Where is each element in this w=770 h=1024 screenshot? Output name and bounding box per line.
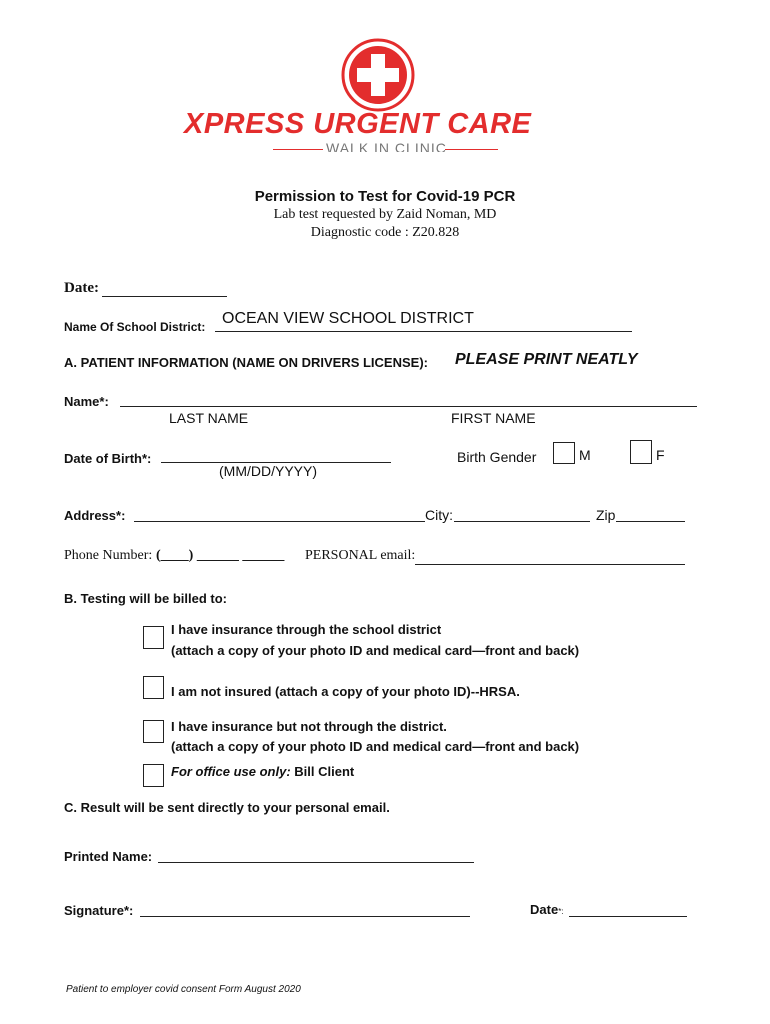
gender-m-label: M bbox=[579, 447, 591, 463]
bill-client-text: Bill Client bbox=[290, 764, 355, 779]
billing-option-1-line2: (attach a copy of your photo ID and medical card—front and back) bbox=[171, 643, 580, 658]
form-footer: Patient to employer covid consent Form August 2020 bbox=[66, 984, 301, 995]
email-field[interactable] bbox=[415, 564, 685, 565]
address-label: Address*: bbox=[64, 508, 126, 523]
school-district-label: Name Of School District: bbox=[64, 320, 206, 334]
date-word: Date bbox=[530, 902, 559, 917]
zip-label: Zip bbox=[596, 507, 616, 523]
birth-gender-label: Birth Gender bbox=[457, 449, 537, 465]
zip-field[interactable] bbox=[616, 521, 685, 522]
printed-name-field[interactable] bbox=[158, 862, 474, 863]
billing-school-insurance-checkbox[interactable] bbox=[143, 626, 164, 649]
email-label: PERSONAL email: bbox=[305, 548, 416, 563]
billing-option-4 bbox=[171, 764, 354, 779]
first-name-caption: FIRST NAME bbox=[451, 410, 536, 426]
section-b-heading: B. Testing will be billed to: bbox=[64, 591, 227, 606]
section-a-heading: A. PATIENT INFORMATION (NAME ON DRIVERS LICENSE): bbox=[64, 355, 428, 370]
billing-office-use-checkbox[interactable] bbox=[143, 764, 164, 787]
signature-field[interactable] bbox=[140, 916, 470, 917]
tagline-rule-left bbox=[273, 149, 323, 150]
gender-f-checkbox[interactable] bbox=[630, 440, 652, 464]
billing-option-1-line1: I have insurance through the school district bbox=[171, 622, 442, 637]
date-star: *: bbox=[558, 907, 564, 916]
billing-option-3-line1: I have insurance but not through the district. bbox=[171, 719, 447, 734]
phone-field[interactable]: (____) ______ ______ bbox=[156, 548, 285, 563]
name-label: Name*: bbox=[64, 394, 109, 409]
city-field[interactable] bbox=[454, 521, 590, 522]
date-label: Date: bbox=[64, 280, 99, 296]
signature-date-field[interactable] bbox=[569, 916, 687, 917]
phone-label: Phone Number: bbox=[64, 548, 153, 563]
name-field[interactable] bbox=[120, 406, 697, 407]
billing-option-2-line1: I am not insured (attach a copy of your photo ID)--HRSA. bbox=[171, 684, 520, 699]
dob-label: Date of Birth*: bbox=[64, 451, 152, 466]
office-use-italic: For office use only: bbox=[171, 764, 291, 779]
billing-other-insurance-checkbox[interactable] bbox=[143, 720, 164, 743]
medical-cross-icon bbox=[340, 37, 416, 113]
billing-option-3-line2: (attach a copy of your photo ID and medical card—front and back) bbox=[171, 739, 580, 754]
school-district-field[interactable] bbox=[215, 331, 632, 332]
billing-uninsured-checkbox[interactable] bbox=[143, 676, 164, 699]
gender-m-checkbox[interactable] bbox=[553, 442, 575, 464]
printed-name-label: Printed Name: bbox=[64, 849, 153, 864]
address-field[interactable] bbox=[134, 521, 425, 522]
page-title: Permission to Test for Covid-19 PCR bbox=[254, 188, 516, 205]
signature-label: Signature*: bbox=[64, 903, 134, 918]
brand-tagline: WALK IN CLINIC bbox=[326, 140, 447, 152]
dob-format-hint: (MM/DD/YYYY) bbox=[219, 463, 317, 479]
tagline-rule-right bbox=[445, 149, 498, 150]
diagnostic-code: Diagnostic code : Z20.828 bbox=[310, 225, 460, 240]
last-name-caption: LAST NAME bbox=[169, 410, 249, 426]
section-c-heading: C. Result will be sent directly to your personal email. bbox=[64, 800, 390, 815]
date-field[interactable] bbox=[102, 296, 227, 297]
city-label: City: bbox=[425, 507, 453, 523]
school-district-value[interactable]: OCEAN VIEW SCHOOL DISTRICT bbox=[222, 310, 474, 327]
print-neatly-note: PLEASE PRINT NEATLY bbox=[455, 351, 638, 368]
brand-name: XPRESS URGENT CARE bbox=[184, 108, 532, 140]
gender-f-label: F bbox=[656, 447, 665, 463]
requested-by: Lab test requested by Zaid Noman, MD bbox=[273, 207, 497, 222]
signature-date-label bbox=[530, 902, 564, 917]
